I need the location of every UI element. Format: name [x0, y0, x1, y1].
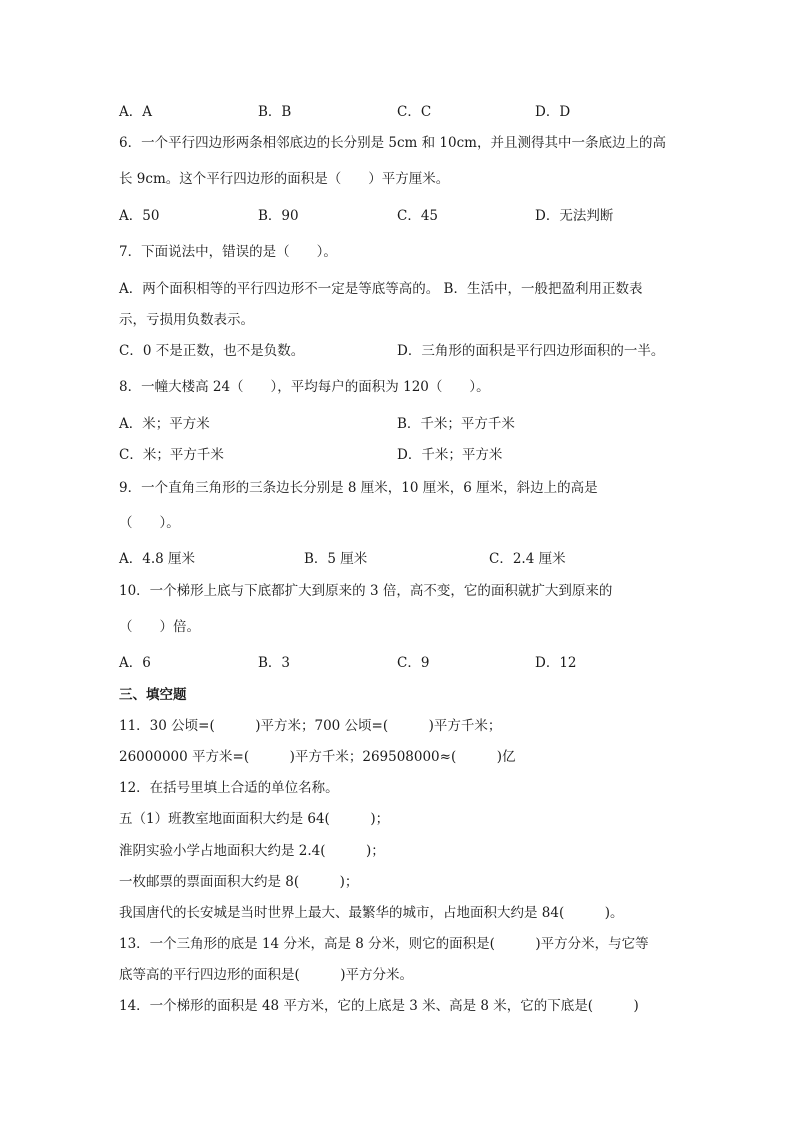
- q7-options-ab-line1: A．两个面积相等的平行四边形不一定是等底等高的。 B．生活中，一般把盈利用正数表: [119, 281, 643, 297]
- q7-option-c: C．0 不是正数，也不是负数。: [119, 343, 305, 359]
- q5-option-a: A．A: [119, 104, 152, 120]
- q9-option-b: B．5 厘米: [304, 551, 368, 567]
- q8-option-c: C．米；平方千米: [119, 447, 224, 463]
- q10-stem-line2: （ ）倍。: [119, 619, 200, 635]
- q10-option-a: A．6: [119, 655, 151, 671]
- q10-stem-line1: 10．一个梯形上底与下底都扩大到原来的 3 倍，高不变，它的面积就扩大到原来的: [119, 583, 613, 599]
- q12-item-2: 淮阴实验小学占地面积大约是 2.4( )；: [119, 843, 385, 859]
- q12-item-4: 我国唐代的长安城是当时世界上最大、最繁华的城市，占地面积大约是 84( )。: [119, 905, 624, 921]
- q8-option-d: D．千米；平方米: [397, 447, 503, 463]
- q13-line1: 13．一个三角形的底是 14 分米，高是 8 分米，则它的面积是( )平方分米，与它等: [119, 936, 649, 952]
- q10-option-d: D．12: [535, 655, 577, 671]
- q8-option-a: A．米；平方米: [119, 416, 210, 432]
- q7-options-ab-line2: 示，亏损用负数表示。: [119, 312, 254, 328]
- q5-option-b: B．B: [258, 104, 292, 120]
- q6-option-a: A．50: [119, 208, 160, 224]
- q14-line1: 14．一个梯形的面积是 48 平方米，它的上底是 3 米、高是 8 米，它的下底是( ): [119, 998, 639, 1014]
- q8-stem: 8．一幢大楼高 24（ ），平均每户的面积为 120（ ）。: [119, 379, 490, 395]
- q5-option-c: C．C: [397, 104, 432, 120]
- q12-item-3: 一枚邮票的票面面积大约是 8( )；: [119, 874, 359, 890]
- q9-option-c: C．2.4 厘米: [489, 551, 566, 567]
- q6-option-b: B．90: [258, 208, 299, 224]
- q10-option-c: C．9: [397, 655, 430, 671]
- q6-option-d: D．无法判断: [535, 208, 614, 224]
- q13-line2: 底等高的平行四边形的面积是( )平方分米。: [119, 967, 414, 983]
- q12-stem: 12．在括号里填上合适的单位名称。: [119, 780, 339, 796]
- q11-line1: 11．30 公顷=( )平方米；700 公顷=( )平方千米；: [119, 718, 502, 734]
- q9-option-a: A．4.8 厘米: [119, 551, 196, 567]
- q9-stem-line1: 9．一个直角三角形的三条边长分别是 8 厘米，10 厘米，6 厘米，斜边上的高是: [119, 480, 598, 496]
- q5-option-d: D．D: [535, 104, 571, 120]
- q9-stem-line2: （ ）。: [119, 515, 180, 531]
- section-title-fill-in: 三、填空题: [119, 687, 187, 703]
- q6-stem-line2: 长 9cm。这个平行四边形的面积是（ ）平方厘米。: [119, 171, 450, 187]
- q7-option-d: D．三角形的面积是平行四边形面积的一半。: [397, 343, 665, 359]
- q6-option-c: C．45: [397, 208, 439, 224]
- q7-stem: 7．下面说法中，错误的是（ ）。: [119, 244, 337, 260]
- q6-stem-line1: 6．一个平行四边形两条相邻底边的长分别是 5cm 和 10cm，并且测得其中一条底边上的高: [119, 135, 666, 151]
- q10-option-b: B．3: [258, 655, 291, 671]
- q11-line2: 26000000 平方米=( )平方千米；269508000≈( )亿: [119, 749, 516, 765]
- q12-item-1: 五（1）班教室地面面积大约是 64( )；: [119, 811, 390, 827]
- q8-option-b: B．千米；平方千米: [397, 416, 515, 432]
